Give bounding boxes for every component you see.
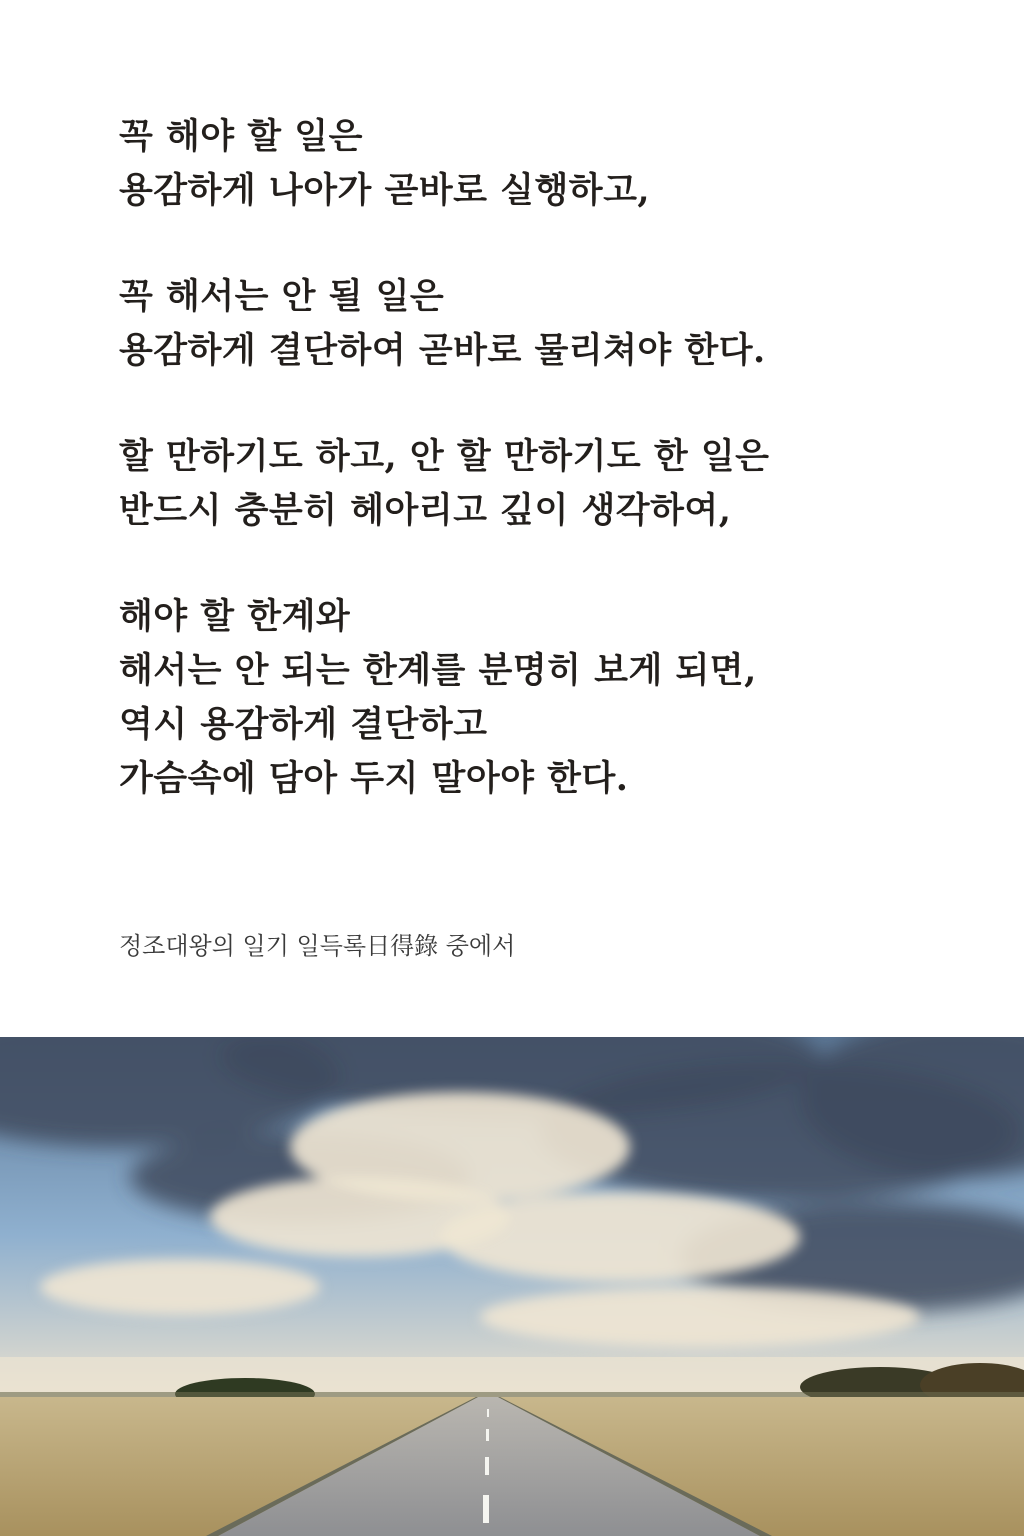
poem-line: 용감하게 나아가 곧바로 실행하고, — [119, 170, 651, 211]
stanza-4 — [119, 590, 979, 806]
poem-line: 용감하게 결단하여 곧바로 물리쳐야 한다. — [119, 330, 766, 371]
poem-line: 가슴속에 담아 두지 말아야 한다. — [119, 758, 629, 799]
stanza-2 — [119, 270, 979, 378]
poem-text — [119, 110, 979, 858]
poem-line: 할 만하기도 하고, 안 할 만하기도 한 일은 — [119, 436, 770, 477]
poem-line: 역시 용감하게 결단하고 — [119, 704, 488, 745]
poem-line: 꼭 해야 할 일은 — [119, 116, 363, 157]
landscape-road-sky-photo — [0, 1037, 1024, 1536]
stanza-3 — [119, 430, 979, 538]
poem-line: 반드시 충분히 헤아리고 깊이 생각하여, — [119, 490, 732, 531]
stanza-1 — [119, 110, 979, 218]
source-citation: 정조대왕의 일기 일득록日得錄 중에서 — [119, 932, 516, 960]
poem-line: 꼭 해서는 안 될 일은 — [119, 276, 445, 317]
poem-line: 해서는 안 되는 한계를 분명히 보게 되면, — [119, 650, 757, 691]
poem-line: 해야 할 한계와 — [119, 596, 351, 637]
